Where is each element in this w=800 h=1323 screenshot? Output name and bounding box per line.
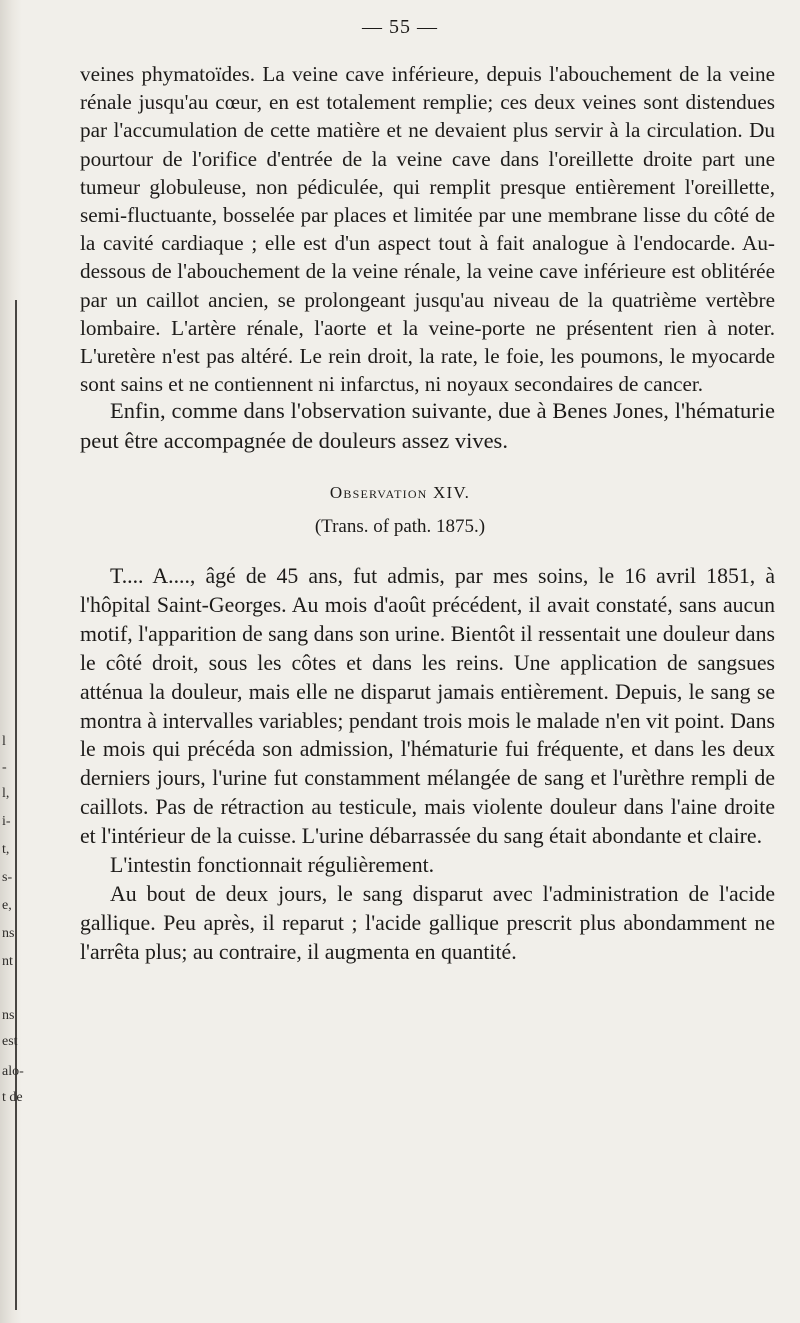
margin-fragment: t de (2, 1090, 23, 1105)
margin-fragment: - (2, 760, 7, 775)
margin-fragment: nt (2, 954, 13, 969)
observation-heading: Observation XIV. (329, 483, 471, 502)
text-block-autopsy (80, 60, 775, 398)
paragraph: Au bout de deux jours, le sang disparut avec l'administration de l'acide gallique. Peu après, il reparut ; l'acide gallique prescrit plus abondamment ne l'arrêta plus; au contraire, il augmenta en quantité. (80, 881, 775, 964)
text-block-intro (80, 396, 775, 456)
margin-fragment: i- (2, 814, 11, 829)
margin-fragment: alo- (2, 1064, 24, 1079)
margin-fragment: l, (2, 786, 10, 801)
text-block-observation (80, 562, 775, 967)
margin-fragment: s- (2, 870, 13, 885)
margin-fragment: ns (2, 926, 15, 941)
margin-fragment: l (2, 734, 6, 749)
observation-source: (Trans. of path. 1875.) (314, 516, 486, 537)
page-number: — 55 — (362, 16, 438, 38)
margin-fragment: ns (2, 1008, 15, 1023)
margin-fragment: t, (2, 842, 10, 857)
facing-page-fragments (0, 0, 30, 1323)
margin-fragment: e, (2, 898, 12, 913)
paragraph: veines phymatoïdes. La veine cave inférieure, depuis l'abouchement de la veine rénale jusqu'au cœur, en est totalement remplie; ces deux veines sont distendues par l'accumulation de cette matière et ne devaient plus servir à la circulation. Du pourtour de l'orifice d'entrée de la veine cave dans l'oreillette droite part une tumeur globuleuse, non pédiculée, qui remplit presque entièrement l'oreillette, semi-fluctuante, bosselée par places et limitée par une membrane lisse du côté de la cavité cardiaque ; elle est d'un aspect tout à fait analogue à l'endocarde. Au-dessous de l'abouchement de la veine rénale, la veine cave inférieure est oblitérée par un caillot ancien, se prolongeant jusqu'au niveau de la quatrième vertèbre lombaire. L'artère rénale, l'aorte et la veine-porte ne présentent rien à noter. L'uretère n'est pas altéré. Le rein droit, la rate, le foie, les poumons, le myocarde sont sains et ne contiennent ni infarctus, ni noyaux secondaires de cancer. (80, 62, 775, 397)
margin-fragment: est (2, 1034, 18, 1049)
paragraph: T.... A...., âgé de 45 ans, fut admis, par mes soins, le 16 avril 1851, à l'hôpital Saint-Georges. Au mois d'août précédent, il avait constaté, sans aucun motif, l'apparition de sang dans son urine. Bientôt il ressentait une douleur dans le côté droit, sous les côtes et dans les reins. Une application de sangsues atténua la douleur, mais elle ne disparut jamais entièrement. Depuis, le sang se montra à intervalles variables; pendant trois mois le malade n'en vit point. Dans le mois qui précéda son admission, l'hématurie fui fréquente, et dans les deux derniers jours, l'urine fut constamment mélangée de sang et l'urèthre rempli de caillots. Pas de rétraction au testicule, mais violente douleur dans l'aine droite et l'intérieur de la cuisse. L'urine débarrassée du sang était abondante et claire. (80, 564, 775, 849)
paragraph: L'intestin fonctionnait régulièrement. (110, 853, 435, 878)
paragraph: Enfin, comme dans l'observation suivante, due à Benes Jones, l'hématurie peut être accompagnée de douleurs assez vives. (80, 398, 775, 454)
